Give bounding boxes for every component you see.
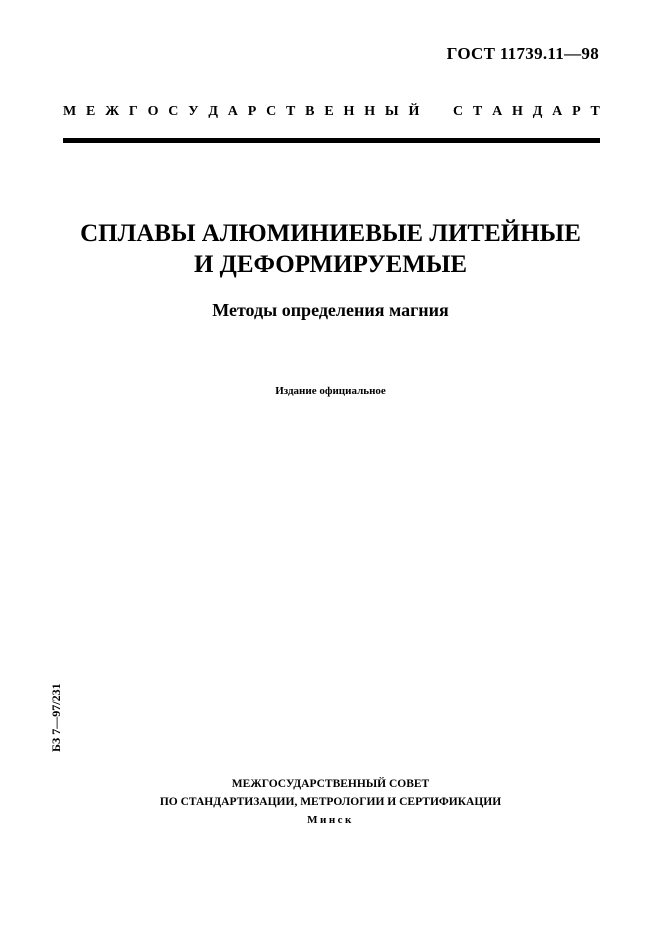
standard-type-letter: С [266, 104, 277, 119]
standard-type-letter: Р [247, 104, 257, 119]
standard-type-letter: В [305, 104, 315, 119]
document-title [0, 218, 661, 280]
standard-type-letter: Й [408, 104, 420, 119]
standard-type-letter: Р [572, 104, 581, 119]
standard-type-letter: Т [472, 104, 483, 119]
standard-type-letter: Н [364, 104, 376, 119]
edition-label: Издание официальное [275, 385, 386, 397]
side-code: БЗ 7—97/231 [49, 683, 63, 752]
title-line-1: СПЛАВЫ АЛЮМИНИЕВЫЕ ЛИТЕЙНЫЕ [80, 220, 581, 247]
standard-type-letter: О [147, 104, 159, 119]
title-line-2: И ДЕФОРМИРУЕМЫЕ [193, 251, 468, 278]
standard-type-letter: А [552, 104, 563, 119]
standard-type-letter: А [492, 104, 503, 119]
standard-type-letter: Ж [105, 104, 120, 119]
standard-type-letter: Е [86, 104, 96, 119]
standard-type-letter: Т [286, 104, 296, 119]
standard-type-heading [63, 104, 600, 120]
header-rule [63, 138, 600, 143]
standard-type-letter: Т [590, 104, 600, 119]
word-gap [429, 104, 443, 120]
publisher-line-2: ПО СТАНДАРТИЗАЦИИ, МЕТРОЛОГИИ И СЕРТИФИКАЦИИ [159, 796, 502, 808]
standard-type-letter: А [227, 104, 238, 119]
standard-type-letter: Ы [384, 104, 399, 119]
standard-type-letter: М [63, 104, 77, 119]
standard-type-letter: Г [128, 104, 138, 119]
document-subtitle: Методы определения магния [212, 300, 449, 320]
document-number: ГОСТ 11739.11—98 [446, 44, 599, 63]
publisher-city: Минск [307, 814, 354, 826]
publisher-line-1: МЕЖГОСУДАРСТВЕННЫЙ СОВЕТ [231, 778, 430, 790]
standard-type-letter: С [452, 104, 464, 119]
standard-type-letter: Н [512, 104, 523, 119]
standard-type-letter: Е [324, 104, 334, 119]
standard-type-letter: Н [343, 104, 355, 119]
standard-type-letter: С [168, 104, 179, 119]
standard-type-letter: У [188, 104, 199, 119]
standard-type-letter: Д [208, 104, 218, 119]
standard-type-letter: Д [532, 104, 543, 119]
publisher-block [0, 775, 661, 829]
